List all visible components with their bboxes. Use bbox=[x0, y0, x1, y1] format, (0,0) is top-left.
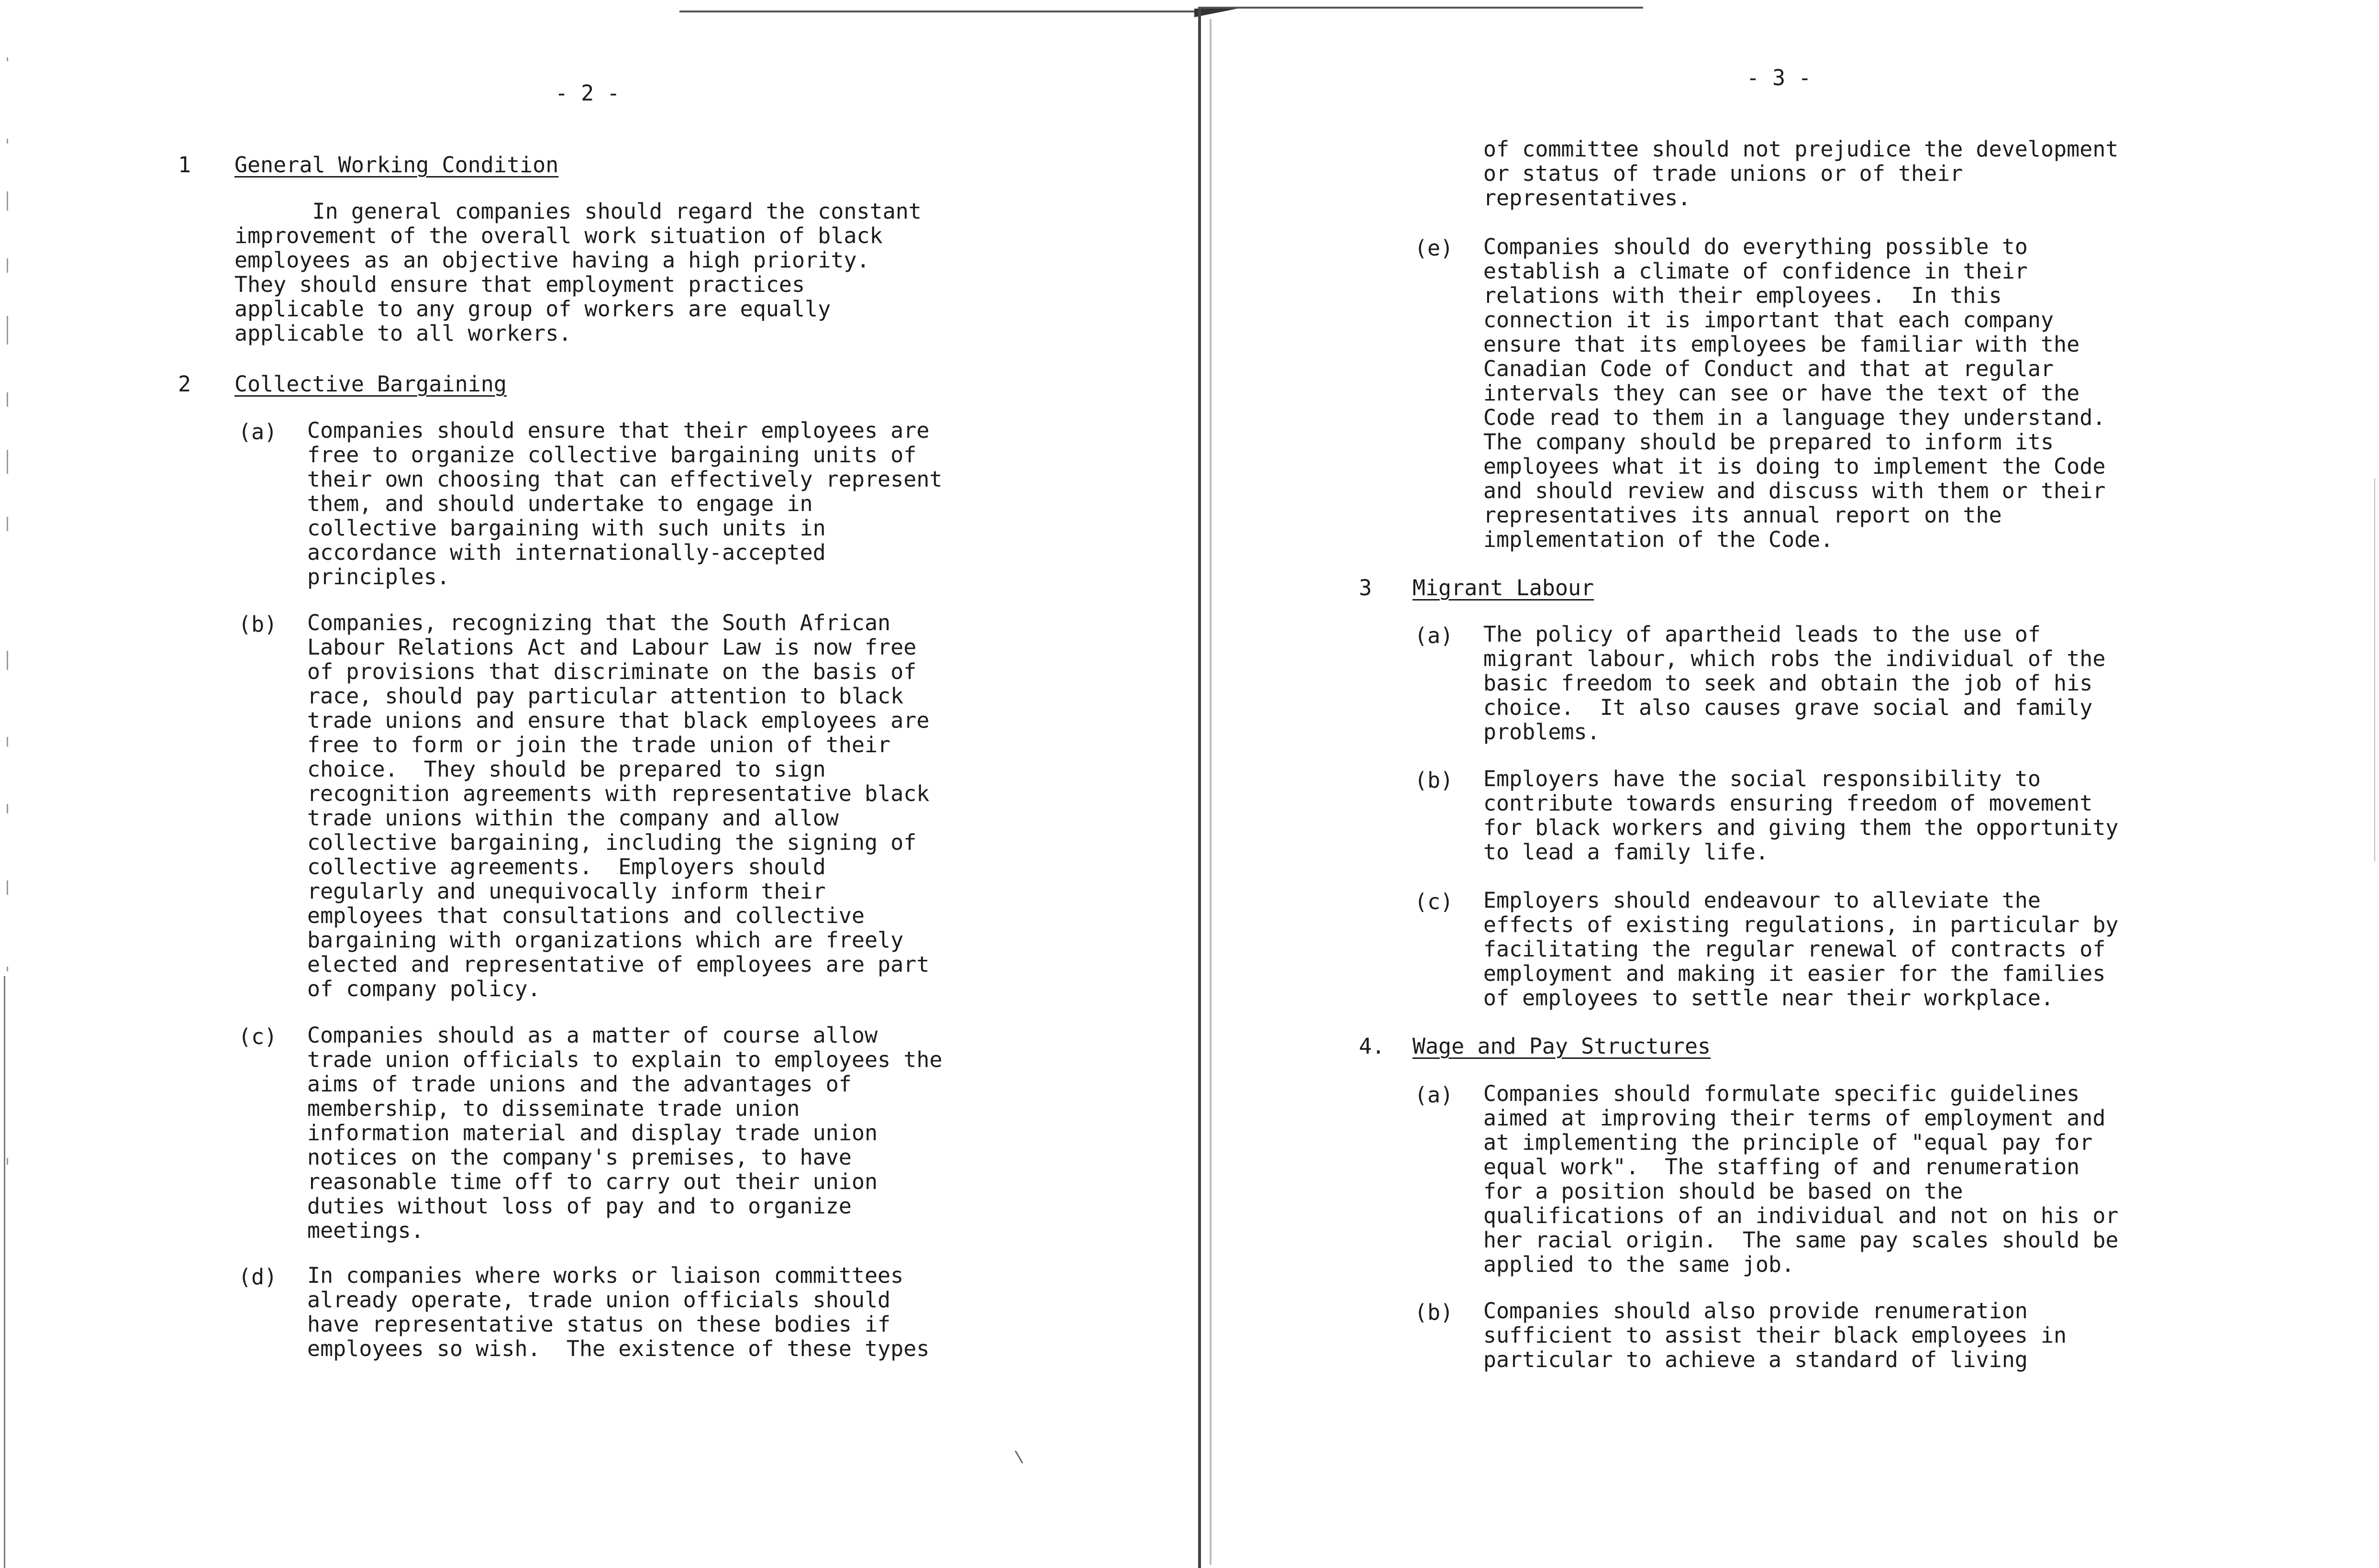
item-text: Companies, recognizing that the South African Labour Relations Act and Labour Law is now free of provisions that discriminate on the basis of race, should pay particular attention to black trade unions and ensure that black employees are free to form or join the trade union of their choice. They should be prepared to sign recognition agreements with representative black trade unions within the company and allow collective bargaining, including the signing of collective agreements. Employers should regularly and unequivocally inform their employees that consultations and collective bargaining with organizations which are freely elected and representative of employees are part of company policy. bbox=[307, 610, 930, 1001]
top-edge-rule-right bbox=[1198, 7, 1643, 9]
section-heading: Collective Bargaining bbox=[234, 371, 507, 397]
spine-shadow bbox=[1210, 19, 1212, 1565]
item-text: Companies should formulate specific guidelines aimed at improving their terms of employment and at implementing the principle of "equal pay for equal work". The staffing of and renumeration for a position should be based on the qualifications of an individual and not on his or her racial origin. The same pay scales should be applied to the same job. bbox=[1483, 1081, 2119, 1277]
section-number: 3 bbox=[1359, 575, 1372, 601]
section-body: In general companies should regard the constant improvement of the overall work situation of black employees as an objective having a high priority. They should ensure that employment practices applicable to any group of workers are equally applicable to all workers. bbox=[234, 199, 922, 346]
item-text: Employers should endeavour to alleviate the effects of existing regulations, in particular by facilitating the regular renewal of contracts of employment and making it easier for the families of employees to settle near their workplace. bbox=[1483, 888, 2119, 1011]
item-text: In companies where works or liaison committees already operate, trade union officials should have representative status on these bodies if employees so wish. The existence of these types bbox=[307, 1263, 930, 1361]
item-label: (c) bbox=[1414, 889, 1454, 914]
item-label: (c) bbox=[238, 1024, 278, 1049]
book-spine bbox=[1198, 9, 1201, 1568]
section-heading: General Working Condition bbox=[234, 152, 559, 178]
left-edge-line bbox=[4, 976, 5, 1568]
item-label: (b) bbox=[1414, 767, 1454, 793]
item-label: (a) bbox=[1414, 623, 1454, 648]
item-label: (b) bbox=[238, 612, 278, 637]
section-number: 1 bbox=[178, 152, 191, 178]
section-heading: Migrant Labour bbox=[1412, 575, 1594, 601]
item-label: (d) bbox=[238, 1264, 278, 1290]
scan-mark bbox=[2374, 478, 2375, 861]
item-label: (e) bbox=[1414, 235, 1454, 261]
section-number: 2 bbox=[178, 371, 191, 397]
left-margin-marks bbox=[7, 57, 21, 1254]
page-number-right: - 3 - bbox=[1746, 65, 1812, 90]
item-text: Companies should as a matter of course allow trade union officials to explain to employees the aims of trade unions and the advantages of membership, to disseminate trade union information material and display trade union notices on the company's premises, to have reasonable time off to carry out their union duties without loss of pay and to organize meetings. bbox=[307, 1023, 943, 1243]
item-text: Companies should do everything possible to establish a climate of confidence in their relations with their employees. In this connection it is important that each company ensure that its employees be familiar with the Canadian Code of Conduct and that at regular intervals they can see or have the text of the Code read to them in a language they understand. The company should be prepared to inform its employees what it is doing to implement the Code and should review and discuss with them or their representatives its annual report on the implementation of the Code. bbox=[1483, 234, 2106, 552]
item-text: Companies should ensure that their employees are free to organize collective bargaining units of their own choosing that can effectively represent them, and should undertake to engage in collective bargaining with such units in accordance with internationally-accepted principles. bbox=[307, 418, 943, 589]
scan-mark bbox=[1015, 1450, 1023, 1463]
section-heading: Wage and Pay Structures bbox=[1412, 1034, 1711, 1059]
item-label: (b) bbox=[1414, 1300, 1454, 1325]
section-number: 4. bbox=[1359, 1034, 1385, 1059]
item-label: (a) bbox=[238, 419, 278, 445]
continuation-text: of committee should not prejudice the development or status of trade unions or of their representatives. bbox=[1483, 136, 2119, 211]
top-edge-rule-left bbox=[679, 11, 1201, 12]
item-text: The policy of apartheid leads to the use of migrant labour, which robs the individual of the basic freedom to seek and obtain the job of his choice. It also causes grave social and family problems. bbox=[1483, 622, 2106, 745]
item-text: Companies should also provide renumeration sufficient to assist their black employees in particular to achieve a standard of living bbox=[1483, 1298, 2067, 1372]
item-text: Employers have the social responsibility to contribute towards ensuring freedom of movement for black workers and giving them the opportunity to lead a family life. bbox=[1483, 766, 2119, 865]
page-number-left: - 2 - bbox=[555, 80, 620, 106]
item-label: (a) bbox=[1414, 1082, 1454, 1108]
